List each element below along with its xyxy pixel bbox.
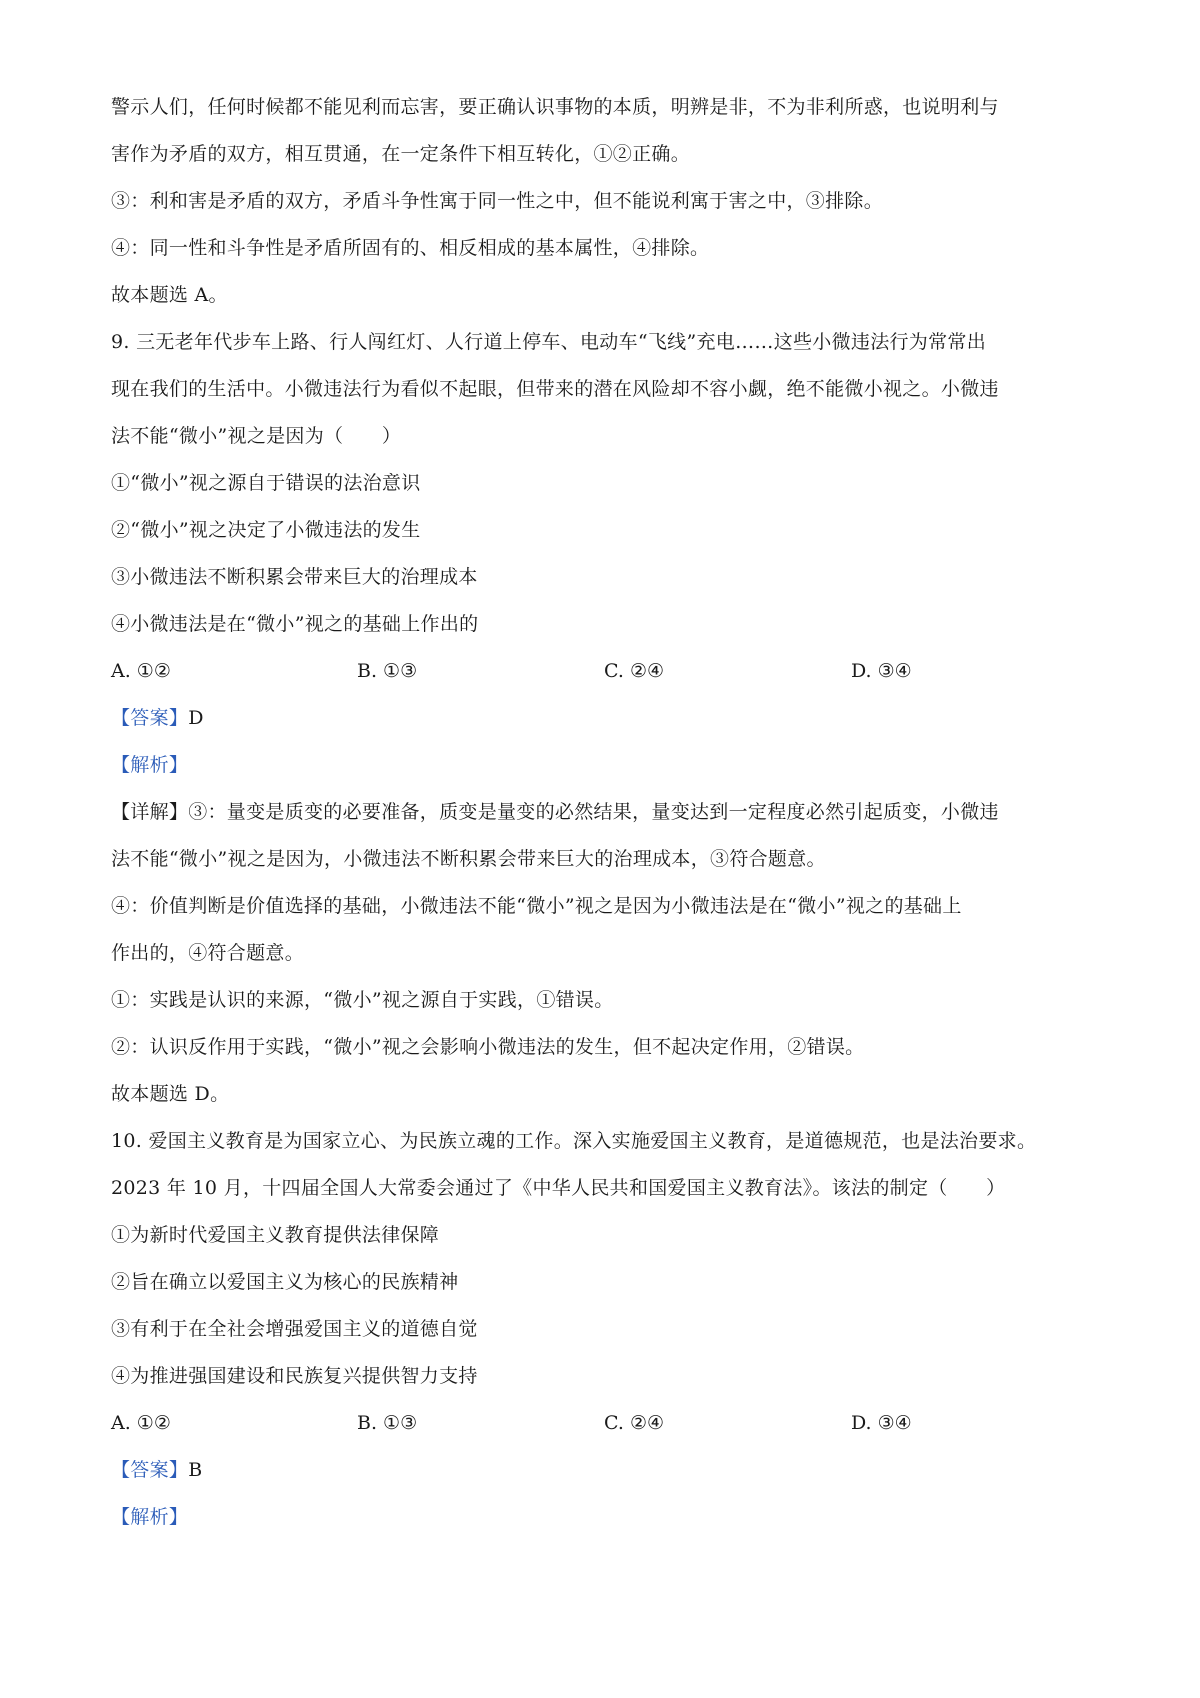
q9-detail-line-6: ②：认识反作用于实践，“微小”视之会影响小微违法的发生，但不起决定作用，②错误。 bbox=[111, 1036, 865, 1058]
q9-stem-line-1: 9. 三无老年代步车上路、行人闯红灯、人行道上停车、电动车“飞线”充电……这些小微违法行为常常出 bbox=[111, 331, 986, 353]
q10-option-c: C. ②④ bbox=[604, 1412, 665, 1434]
intro-line-4: ④：同一性和斗争性是矛盾所固有的、相反相成的基本属性，④排除。 bbox=[111, 237, 710, 259]
answer-label: 【答案】 bbox=[111, 1459, 189, 1481]
q9-item-2: ②“微小”视之决定了小微违法的发生 bbox=[111, 519, 421, 541]
q10-option-a: A. ①② bbox=[111, 1412, 171, 1434]
q10-item-2: ②旨在确立以爱国主义为核心的民族精神 bbox=[111, 1271, 459, 1293]
q9-option-d: D. ③④ bbox=[851, 660, 912, 682]
q9-detail-line-2: 法不能“微小”视之是因为，小微违法不断积累会带来巨大的治理成本，③符合题意。 bbox=[111, 848, 826, 870]
q10-item-4: ④为推进强国建设和民族复兴提供智力支持 bbox=[111, 1365, 478, 1387]
q9-conclusion: 故本题选 D。 bbox=[111, 1083, 230, 1105]
q10-option-d: D. ③④ bbox=[851, 1412, 912, 1434]
intro-line-3: ③：利和害是矛盾的双方，矛盾斗争性寓于同一性之中，但不能说利寓于害之中，③排除。 bbox=[111, 190, 884, 212]
intro-line-2: 害作为矛盾的双方，相互贯通，在一定条件下相互转化，①②正确。 bbox=[111, 143, 691, 165]
q10-item-3: ③有利于在全社会增强爱国主义的道德自觉 bbox=[111, 1318, 478, 1340]
q9-answer bbox=[111, 705, 1101, 731]
q9-stem-line-3: 法不能“微小”视之是因为（ ） bbox=[111, 425, 402, 447]
detail-text: ③：量变是质变的必要准备，质变是量变的必然结果，量变达到一定程度必然引起质变，小微违 bbox=[188, 801, 999, 823]
q10-stem-line-1: 10. 爱国主义教育是为国家立心、为民族立魂的工作。深入实施爱国主义教育，是道德规范，也是法治要求。 bbox=[111, 1130, 1037, 1152]
q9-item-3: ③小微违法不断积累会带来巨大的治理成本 bbox=[111, 566, 478, 588]
q10-answer bbox=[111, 1457, 1101, 1483]
q10-item-1: ①为新时代爱国主义教育提供法律保障 bbox=[111, 1224, 440, 1246]
q9-stem-line-2: 现在我们的生活中。小微违法行为看似不起眼，但带来的潜在风险却不容小觑，绝不能微小视之。小微违 bbox=[111, 378, 999, 400]
q10-analysis-label: 【解析】 bbox=[111, 1506, 189, 1528]
q9-item-1: ①“微小”视之源自于错误的法治意识 bbox=[111, 472, 421, 494]
q9-detail-line-1 bbox=[111, 799, 1101, 825]
q9-option-b: B. ①③ bbox=[357, 660, 418, 682]
q9-detail-line-3: ④：价值判断是价值选择的基础，小微违法不能“微小”视之是因为小微违法是在“微小”视之的基础上 bbox=[111, 895, 962, 917]
detail-label: 【详解】 bbox=[111, 801, 189, 823]
answer-value: B bbox=[188, 1459, 203, 1481]
q9-option-a: A. ①② bbox=[111, 660, 171, 682]
q9-item-4: ④小微违法是在“微小”视之的基础上作出的 bbox=[111, 613, 479, 635]
q9-option-c: C. ②④ bbox=[604, 660, 665, 682]
q10-stem-line-2: 2023 年 10 月，十四届全国人大常委会通过了《中华人民共和国爱国主义教育法》。该法的制定（ ） bbox=[111, 1177, 1006, 1199]
answer-value: D bbox=[188, 707, 204, 729]
q9-analysis-label: 【解析】 bbox=[111, 754, 189, 776]
answer-label: 【答案】 bbox=[111, 707, 189, 729]
intro-line-1: 警示人们，任何时候都不能见利而忘害，要正确认识事物的本质，明辨是非，不为非利所惑，也说明利与 bbox=[111, 96, 999, 118]
q10-option-b: B. ①③ bbox=[357, 1412, 418, 1434]
q9-detail-line-5: ①：实践是认识的来源，“微小”视之源自于实践，①错误。 bbox=[111, 989, 614, 1011]
intro-conclusion: 故本题选 A。 bbox=[111, 284, 228, 306]
q9-detail-line-4: 作出的，④符合题意。 bbox=[111, 942, 305, 964]
